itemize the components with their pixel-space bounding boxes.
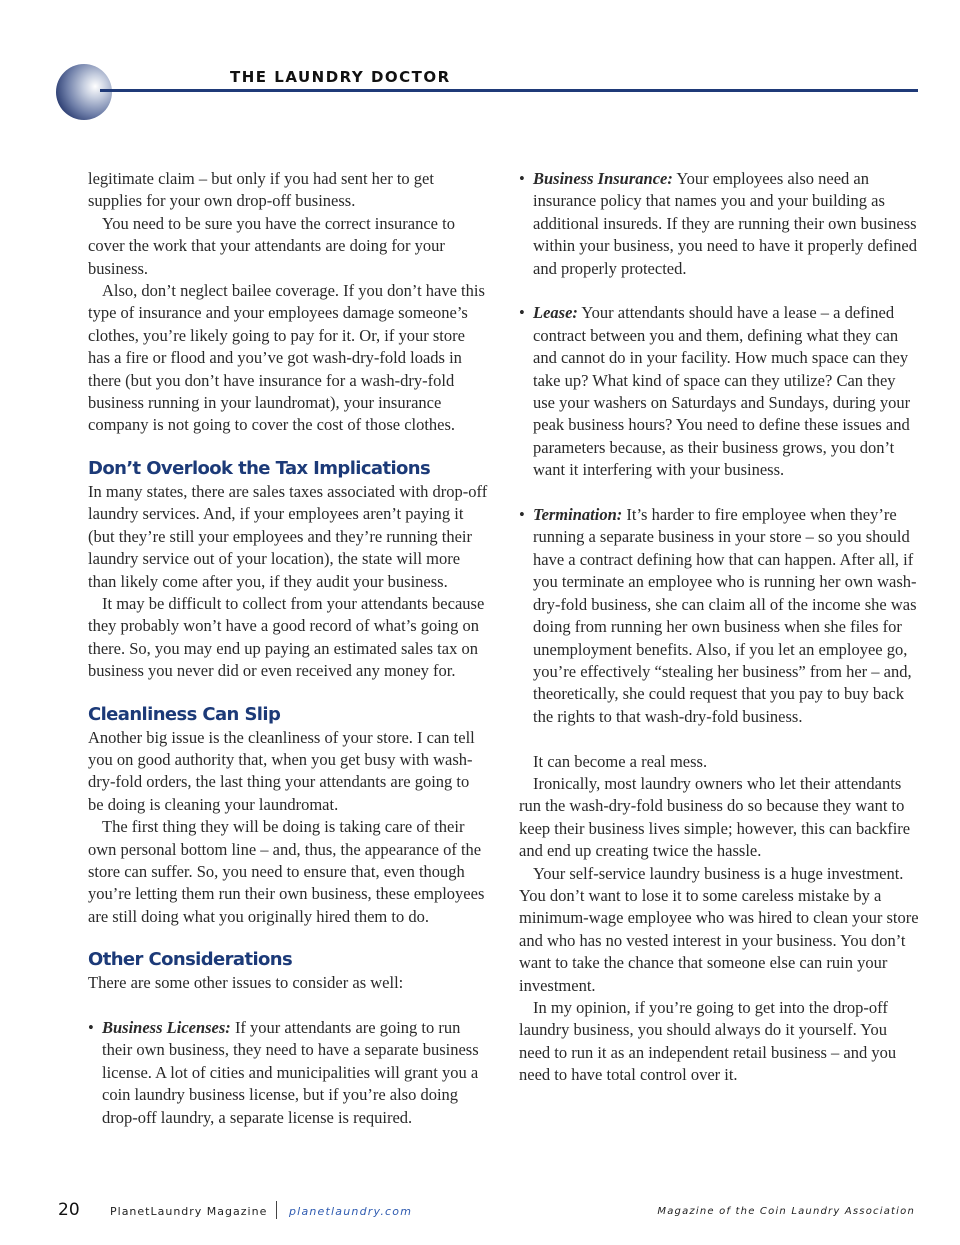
header-rule [100,89,918,92]
bullet-term: Termination: [533,505,623,525]
bullet-term: Business Licenses: [102,1017,231,1037]
page-number: 20 [58,1200,80,1220]
paragraph: Ironically, most laundry owners who let their attendants run the wash-dry-fold business do so because they want to keep their business lives simple; however, this can backfire and end up creating twice the hassle. [519,773,911,861]
subheading-tax: Don’t Overlook the Tax Implications [88,457,431,479]
paragraph: legitimate claim – but only if you had sent her to get supplies for your own drop-off business. [88,169,434,211]
paragraph: It can become a real mess. [533,751,708,771]
paragraph: The first thing they will be doing is taking care of their own personal bottom line – and, thus, the appearance of the store can suffer. So, you need to ensure that, even though you’re letting them run their own business, these employees are still doing what you originally hired them to do. [88,817,485,926]
paragraph: In many states, there are sales taxes associated with drop-off laundry services. And, if your employees aren’t paying it (but they’re still your employees and they’re running their laundry service out of your location), the state will more than likely come after you, if they audit your business. [88,481,488,591]
paragraph: Your self-service laundry business is a huge investment. You don’t want to lose it to some careless mistake by a minimum-wage employee who was hired to clean your store and who has no vested interest in your business. You don’t want to take the chance that someone else can ruin your investment. [519,863,919,995]
bullet-text: It’s harder to fire employee when they’re running a separate business in your store – so you should have a contract defining how that can happen. After all, if you terminate an employee who is running her own wash-dry-fold business, she can claim all of the income she was doing from running her own business when she files for unemployment benefits. Also, if you let an employee go, you’re effectively “stealing her business” from her – and, theoretically, she could request that you pay to buy back the rights to that wash-dry-fold business. [533,505,917,726]
magazine-name: PlanetLaundry Magazine [110,1205,268,1218]
bullet-business-insurance [519,168,919,280]
paragraph: Another big issue is the cleanliness of your store. I can tell you on good authority that, when you get busy with wash-dry-fold orders, the last thing your attendants are going to be doing is cleaning your laundromat. [88,727,475,814]
left-column [88,168,488,1129]
bullet-term: Lease: [533,303,578,323]
right-column [519,168,919,1087]
paragraph: In my opinion, if you’re going to get into the drop-off laundry business, you should always do it yourself. You need to run it as an independent retail business – and you need to have total control over it. [519,997,897,1085]
subheading-other: Other Considerations [88,949,293,971]
bullet-termination [519,504,919,728]
header-emblem [56,64,112,120]
bullet-lease [519,302,919,481]
paragraph: Also, don’t neglect bailee coverage. If you don’t have this type of insurance and your employees damage someone’s clothes, you’re likely going to pay for it. Or, if your store has a fire or flood and you’ve got wash-dry-fold loads in there (but you don’t have insurance for a wash-dry-fold business running in your laundromat), your insurance company is not going to cover the cost of those clothes. [88,281,485,435]
paragraph: There are some other issues to consider as well: [88,973,404,993]
bullet-term: Business Insurance: [533,169,673,188]
section-title: THE LAUNDRY DOCTOR [230,68,451,86]
footer-divider [276,1201,277,1219]
paragraph: You need to be sure you have the correct insurance to cover the work that your attendants are doing for your business. [88,213,455,278]
bullet-text: Your employees also need an insurance policy that names you and your building as additional insureds. If they are running their own business within your business, you need to have it properly defined and properly protected. [533,169,918,278]
bullet-text: Your attendants should have a lease – a defined contract between you and them, defining what they can and cannot do in your facility. How much space can they take up? What kind of space can they utilize? Can they use your washers on Saturdays and Sundays, during your peak business hours? You need to define these issues and parameters because, as their business grows, you don’t want it interfering with your business. [533,303,911,480]
subheading-cleanliness: Cleanliness Can Slip [88,703,281,725]
bullet-business-licenses [88,1017,488,1129]
website-link[interactable]: planetlaundry.com [289,1205,413,1218]
bullet-text: If your attendants are going to run their own business, they need to have a separate business license. A lot of cities and municipalities will grant you a coin laundry business license, but if you’re also doing drop-off laundry, a separate license is required. [102,1017,479,1127]
association-tagline: Magazine of the Coin Laundry Association [657,1206,915,1217]
paragraph: It may be difficult to collect from your attendants because they probably won’t have a good record of what’s going on there. So, you may end up paying an estimated sales tax on business you never did or even received any money for. [88,593,485,681]
page-footer [0,1198,960,1228]
